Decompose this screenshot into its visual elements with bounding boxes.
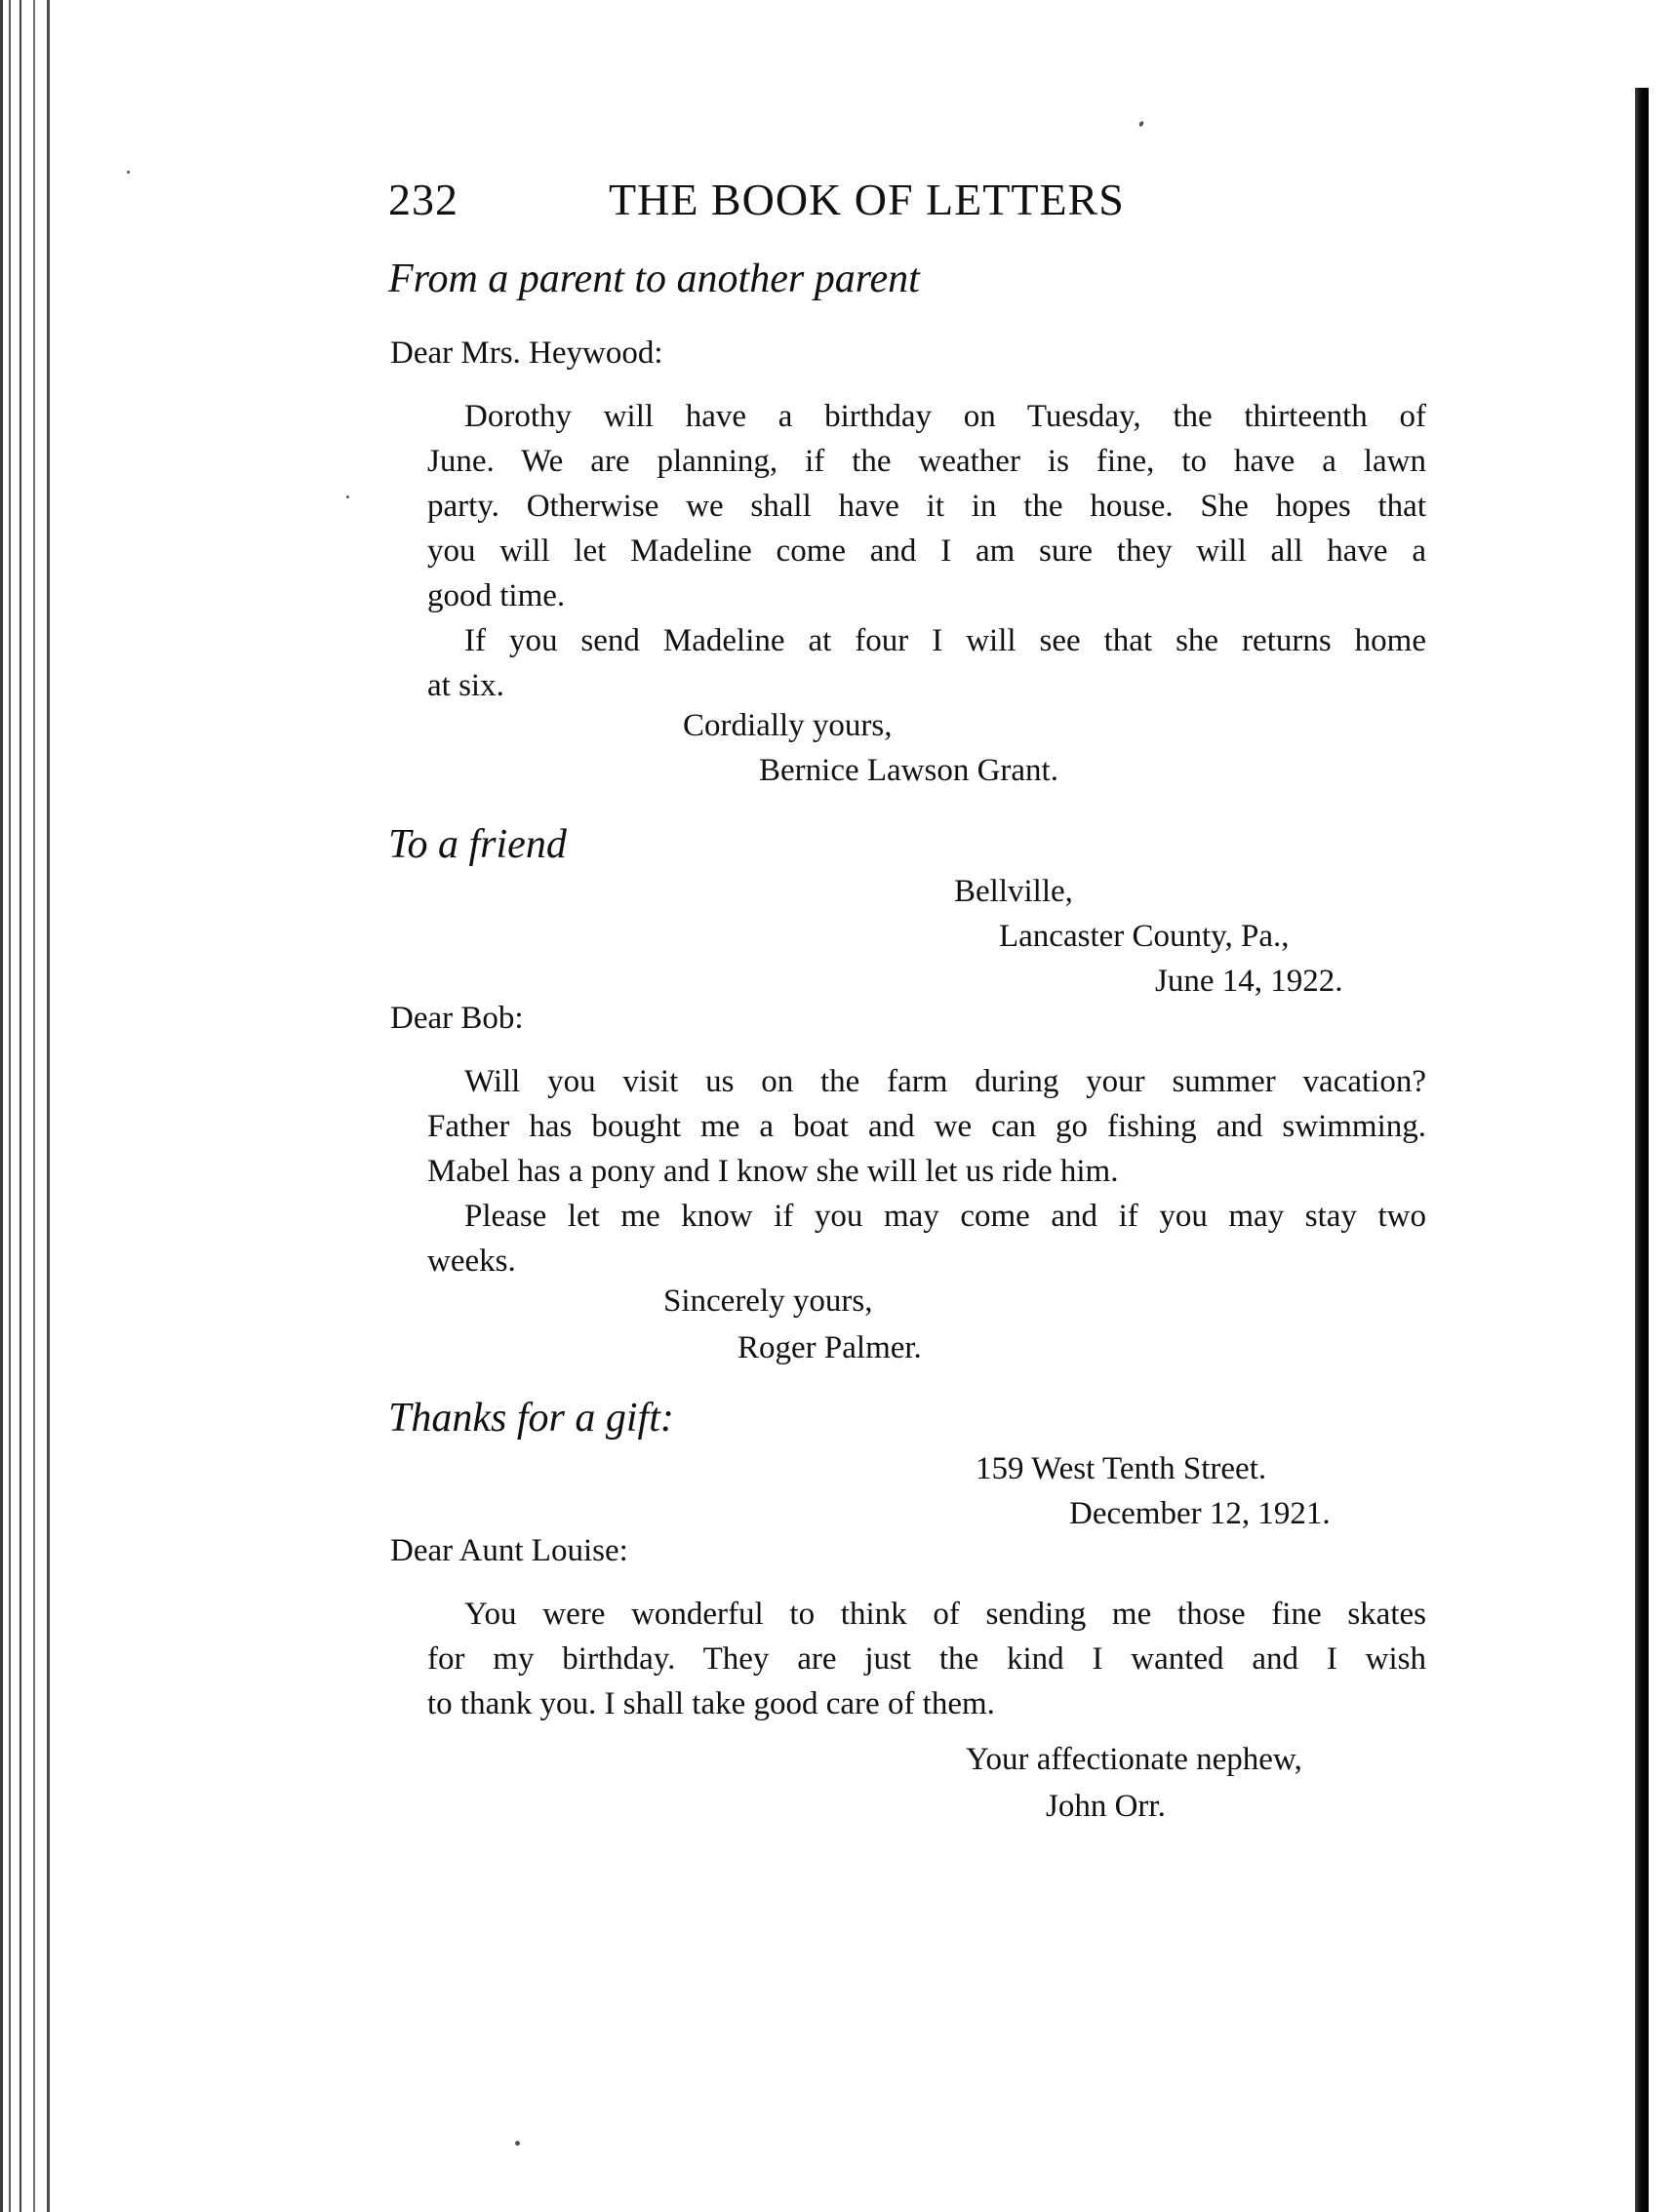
scan-speck <box>346 495 349 498</box>
paragraph <box>390 394 1426 618</box>
text-line: for my birthday. They are just the kind I wanted and I wish <box>427 1641 1426 1677</box>
text-line: at six. <box>427 668 504 703</box>
address-line: Lancaster County, Pa., <box>999 919 1290 954</box>
paragraph <box>390 1059 1426 1194</box>
signature: Bernice Lawson Grant. <box>759 753 1058 788</box>
text-line: you will let Madeline come and I am sure they will all have a <box>427 533 1426 569</box>
text-line: Mabel has a pony and I know she will let us ride him. <box>427 1154 1119 1189</box>
closing: Cordially yours, <box>683 708 893 743</box>
salutation: Dear Aunt Louise: <box>390 1533 628 1568</box>
letter-heading: Thanks for a gift: <box>388 1396 674 1441</box>
text-line: Please let me know if you may come and if you may stay two <box>464 1199 1426 1234</box>
closing: Sincerely yours, <box>663 1284 873 1319</box>
text-line: Dorothy will have a birthday on Tuesday, the thirteenth of <box>464 399 1426 434</box>
text-line: party. Otherwise we shall have it in the house. She hopes that <box>427 489 1426 524</box>
address-line: 159 West Tenth Street. <box>976 1451 1267 1486</box>
text-line: weeks. <box>427 1244 516 1279</box>
letter-heading: To a friend <box>388 822 567 867</box>
salutation: Dear Mrs. Heywood: <box>390 336 663 371</box>
page-number: 232 <box>388 175 458 224</box>
letter-body <box>390 1592 1426 1726</box>
letter-heading: From a parent to another parent <box>388 257 920 301</box>
date-line: June 14, 1922. <box>1155 964 1343 999</box>
text-line: to thank you. I shall take good care of them. <box>427 1686 995 1721</box>
salutation: Dear Bob: <box>390 1001 524 1036</box>
paragraph <box>390 1592 1426 1726</box>
paragraph <box>390 1194 1426 1284</box>
signature: Roger Palmer. <box>737 1330 922 1365</box>
book-title: THE BOOK OF LETTERS <box>609 175 1125 224</box>
text-line: Father has bought me a boat and we can go fishing and swimming. <box>427 1109 1426 1144</box>
date-line: December 12, 1921. <box>1069 1496 1331 1531</box>
scan-speck <box>127 171 130 174</box>
text-line: good time. <box>427 578 566 613</box>
paragraph <box>390 618 1426 708</box>
text-line: If you send Madeline at four I will see that she returns home <box>464 623 1426 658</box>
scan-speck <box>515 2141 520 2146</box>
letter-body <box>390 1059 1426 1284</box>
scan-speck <box>1138 120 1144 127</box>
signature: John Orr. <box>1046 1789 1166 1824</box>
letter-body <box>390 394 1426 708</box>
text-line: June. We are planning, if the weather is fine, to have a lawn <box>427 444 1426 479</box>
page-edge-shadow <box>1635 88 1649 2212</box>
text-line: Will you visit us on the farm during your summer vacation? <box>464 1064 1426 1099</box>
address-line: Bellville, <box>954 874 1073 909</box>
closing: Your affectionate nephew, <box>966 1742 1302 1777</box>
binding-edge <box>0 0 59 2212</box>
text-line: You were wonderful to think of sending me those fine skates <box>464 1597 1426 1632</box>
running-head <box>388 174 1208 242</box>
